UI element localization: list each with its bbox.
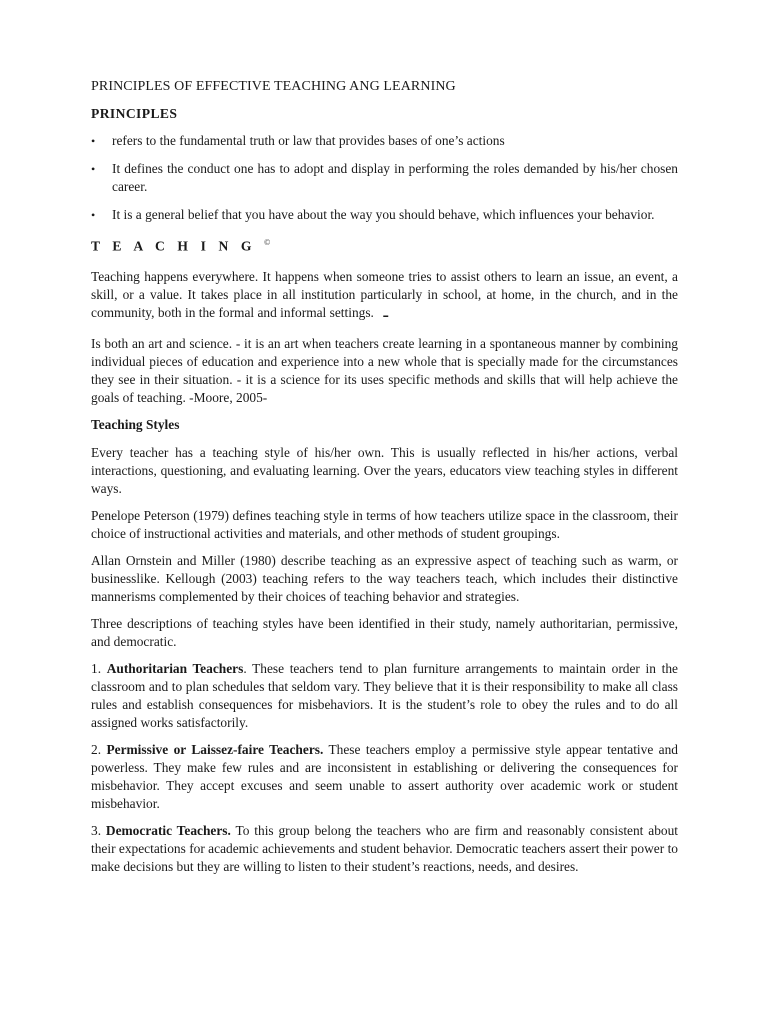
list-item [91,160,678,196]
numbered-item-democratic [91,822,678,876]
item-text: To this group belong the teachers who are firm and reasonably consistent about their expectations for academic achievements and student behavior. Democratic teachers assert their power to make decisions but they are willing to listen to their student’s reactions, needs, and desires. [91,822,679,874]
list-item [91,206,678,224]
item-text: These teachers employ a permissive style appear tentative and powerless. They make few rules and are inconsistent in establishing or delivering the consequences for misbehavior. They accept excuses and seem unable to assert authority over academic work or student misbehavior. [91,741,678,811]
document-page [91,76,678,885]
numbered-item-authoritarian [91,660,678,732]
list-item-text: refers to the fundamental truth or law that provides bases of one’s actions [112,133,505,148]
item-term: Permissive or Laissez-faire Teachers. [106,741,324,757]
item-term: Democratic Teachers. [105,822,231,838]
paragraph-text: Teaching happens everywhere. It happens when someone tries to assist others to learn an issue, an event, a skill, or a value. It takes place in all institution particularly in school, at home, in the church, and in the community, both in the formal and informal settings. [91,268,678,320]
principles-heading: PRINCIPLES [91,106,178,121]
teaching-heading-text: T E A C H I N G [91,238,257,254]
document-title: PRINCIPLES OF EFFECTIVE TEACHING ANG LEARNING [91,79,456,94]
styles-paragraph-4: Three descriptions of teaching styles have been identified in their study, namely authoritarian, permissive, and democratic. [91,615,678,649]
styles-paragraph-1: Every teacher has a teaching style of his/her own. This is usually reflected in his/her actions, verbal interactions, questioning, and evaluating learning. Over the years, educators view teaching styles in different ways. [91,444,678,496]
teaching-heading [91,234,678,256]
copyright-mark: © [264,238,271,247]
small-mark: ▬ [383,313,389,319]
teaching-paragraph-1 [91,268,678,326]
bullet-icon: • [91,134,96,148]
item-term: Authoritarian Teachers [106,660,244,676]
bullet-icon: • [91,162,96,176]
list-item-text: It is a general belief that you have about the way you should behave, which influences your behavior. [112,207,655,222]
bullet-icon: • [91,208,96,222]
numbered-item-permissive [91,741,678,813]
item-text: . These teachers tend to plan furniture arrangements to maintain order in the classroom and to plan schedules that seldom vary. They believe that it is their responsibility to make all class rules and establish consequences for misbehaviors. It is the student’s role to obey the rules and to do all assigned works satisfactorily. [91,660,678,730]
teaching-paragraph-2: Is both an art and science. - it is an art when teachers create learning in a spontaneous manner by combining individual pieces of education and experience into a new whole that is specially made for the circumstances they see in their situation. - it is a science for its uses specific methods and skills that will help achieve the goals of teaching. -Moore, 2005- [91,335,678,405]
list-item [91,132,678,150]
principles-list [91,132,678,224]
styles-paragraph-2: Penelope Peterson (1979) defines teaching style in terms of how teachers utilize space in the classroom, their choice of instructional activities and materials, and other methods of student groupings. [91,507,678,541]
teaching-styles-heading: Teaching Styles [91,416,180,432]
item-number: 3. [91,822,102,838]
item-number: 1. [91,660,102,676]
list-item-text: It defines the conduct one has to adopt and display in performing the roles demanded by his/her chosen career. [112,161,678,194]
item-number: 2. [91,741,102,757]
styles-paragraph-3: Allan Ornstein and Miller (1980) describe teaching as an expressive aspect of teaching such as warm, or businesslike. Kellough (2003) teaching refers to the way teachers teach, which includes their distinctive mannerisms complemented by their choices of teaching behavior and strategies. [91,552,678,604]
